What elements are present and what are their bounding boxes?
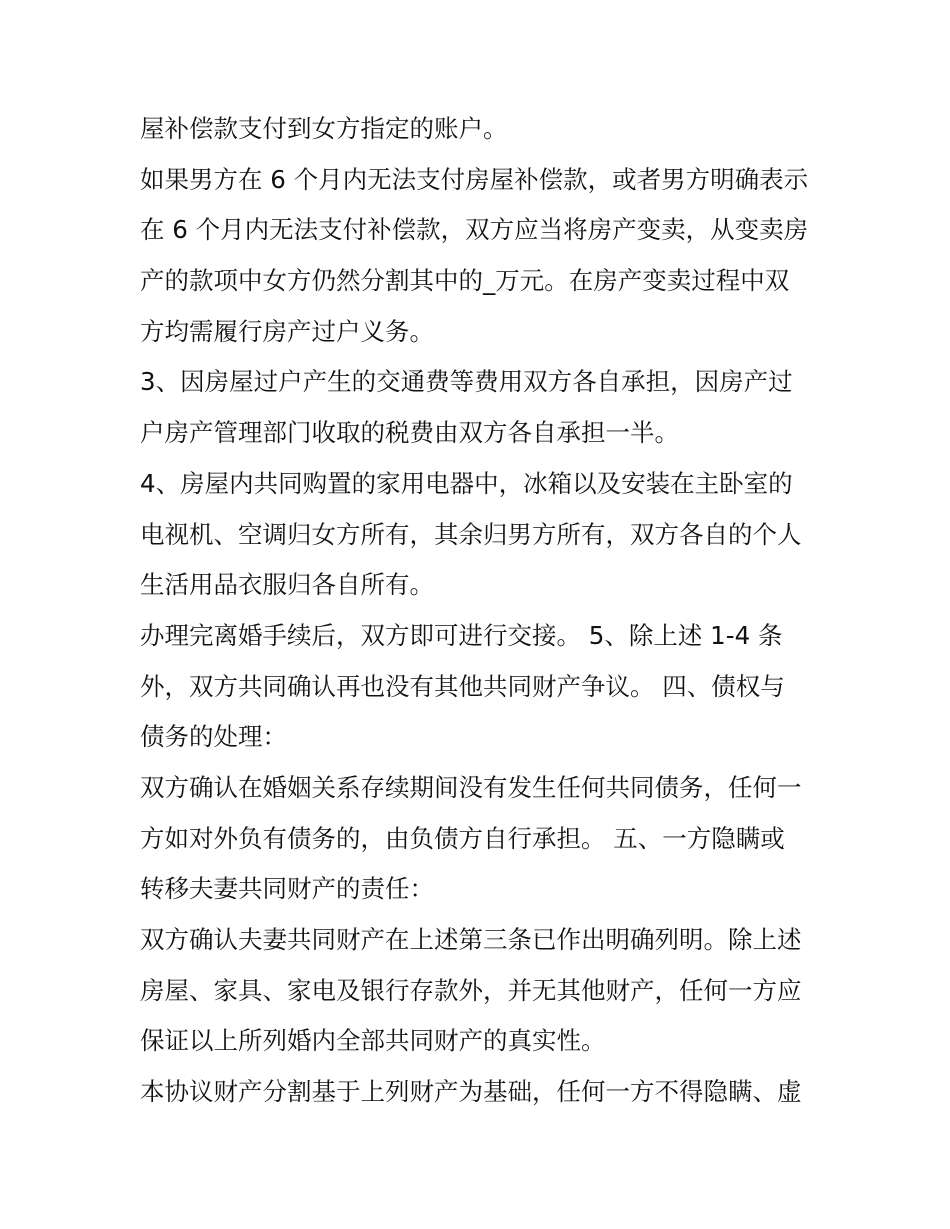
text-line: 如果男方在 6 个月内无法支付房屋补偿款，或者男方明确表示: [140, 164, 809, 194]
text-line: 外，双方共同确认再也没有其他共同财产争议。 四、债权与: [140, 671, 785, 701]
text-line: 房屋、家具、家电及银行存款外，并无其他财产，任何一方应: [140, 975, 802, 1005]
text-line: 债务的处理：: [140, 722, 287, 752]
text-line: 在 6 个月内无法支付补偿款，双方应当将房产变卖，从变卖房: [140, 215, 809, 245]
text-line: 办理完离婚手续后，双方即可进行交接。 5、除上述 1-4 条: [140, 620, 783, 650]
text-line: 方如对外负有债务的，由负债方自行承担。 五、一方隐瞒或: [140, 823, 785, 853]
text-line: 保证以上所列婚内全部共同财产的真实性。: [140, 1026, 606, 1056]
text-line: 生活用品衣服归各自所有。: [140, 570, 434, 600]
text-line: 双方确认在婚姻关系存续期间没有发生任何共同债务，任何一: [140, 772, 802, 802]
document-body: [140, 104, 820, 1118]
text-line: 转移夫妻共同财产的责任：: [140, 874, 434, 904]
text-line: 屋补偿款支付到女方指定的账户。: [140, 114, 508, 143]
text-line: 产的款项中女方仍然分割其中的_万元。在房产变卖过程中双: [140, 266, 790, 296]
text-line: 方均需履行房产过户义务。: [140, 316, 434, 346]
text-line: 本协议财产分割基于上列财产为基础，任何一方不得隐瞒、虚: [140, 1077, 802, 1107]
text-line: 3、因房屋过户产生的交通费等费用双方各自承担，因房产过: [140, 367, 793, 397]
text-line: 电视机、空调归女方所有，其余归男方所有，双方各自的个人: [140, 519, 802, 549]
text-line: 双方确认夫妻共同财产在上述第三条已作出明确列明。除上述: [140, 925, 802, 954]
text-line: 户房产管理部门收取的税费由双方各自承担一半。: [140, 418, 679, 448]
text-line: 4、房屋内共同购置的家用电器中，冰箱以及安装在主卧室的: [140, 468, 793, 498]
